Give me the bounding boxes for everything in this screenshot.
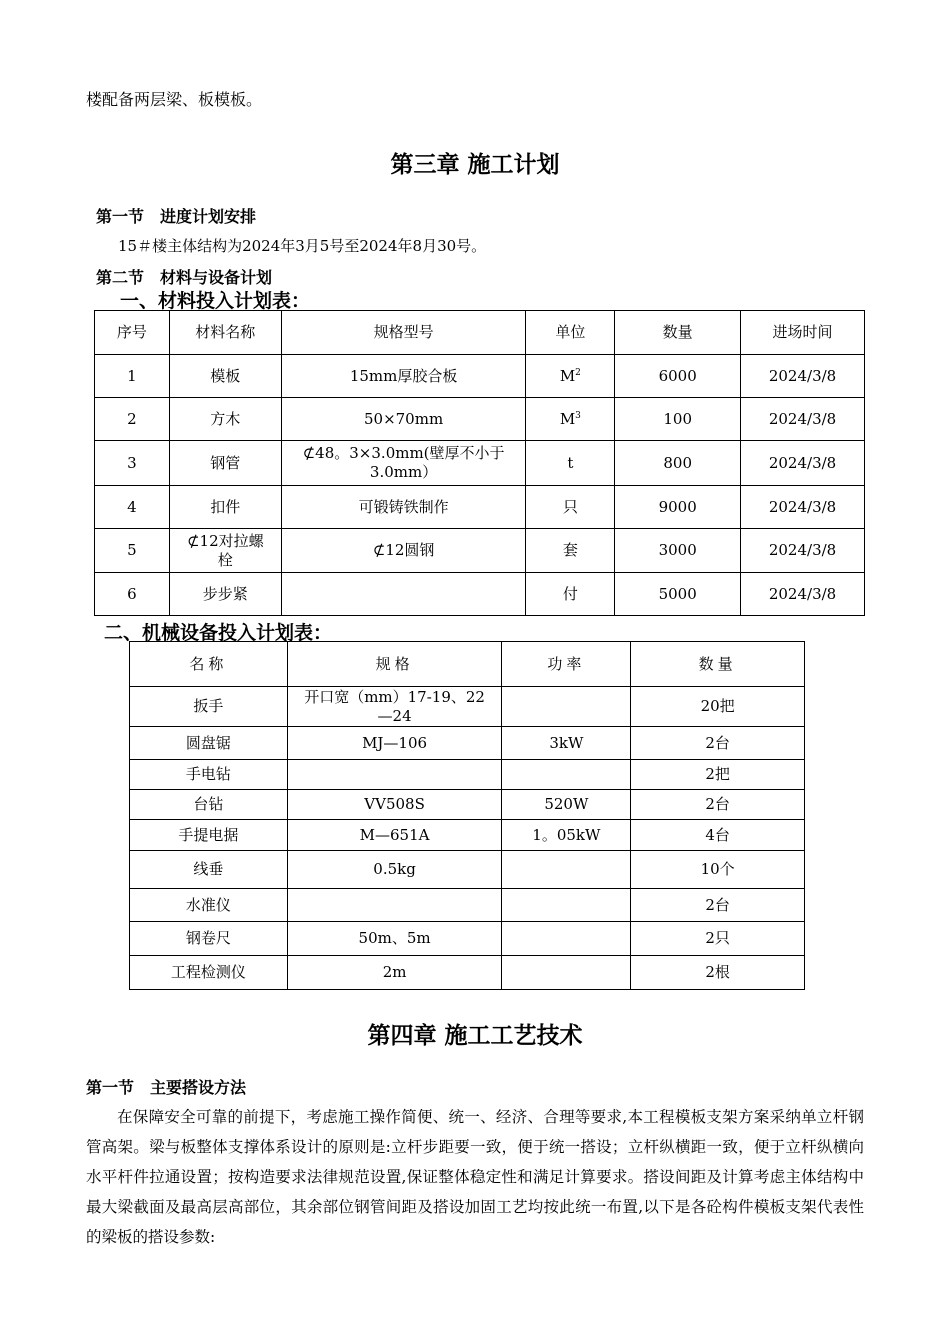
cell-name: 模板: [169, 355, 281, 398]
cell-no: 5: [95, 529, 170, 573]
cell-no: 2: [95, 398, 170, 441]
cell-unit: [526, 486, 615, 529]
method-paragraph: 在保障安全可靠的前提下，考虑施工操作简便、统一、经济、合理等要求,本工程模板支架方案采纳单立杆钢管高架。梁与板整体支撑体系设计的原则是:立杆步距要一致，便于统一搭设；立杆纵横距一致，便于立杆纵横向水平杆件拉通设置；按构造要求法律规范设置,保证整体稳定性和满足计算要求。搭设间距及计算考虑主体结构中最大梁截面及最高层高部位，其余部位钢管间距及搭设加固工艺均按此统一布置,以下是各砼构件模板支架代表性的梁板的搭设参数:: [86, 1108, 864, 1246]
intro-line: 楼配备两层梁、板模板。: [86, 90, 263, 109]
cell-spec: 0.5kg: [287, 851, 502, 889]
table-row: [130, 889, 805, 922]
cell-name: 钢卷尺: [130, 922, 288, 956]
equipment-header-spec: 规格: [287, 642, 502, 687]
cell-unit: [526, 441, 615, 486]
cell-name: 扳手: [130, 687, 288, 727]
cell-qty: 2台: [631, 790, 805, 820]
equipment-header-name: 名称: [130, 642, 288, 687]
materials-header-qty: 数量: [615, 311, 741, 355]
unit-superscript: 3: [575, 410, 581, 421]
cell-spec: [287, 760, 502, 790]
cell-name: 线垂: [130, 851, 288, 889]
cell-power: 1。05kW: [502, 820, 631, 851]
materials-header-row: [95, 311, 865, 355]
cell-power: 3kW: [502, 727, 631, 760]
cell-qty: 2只: [631, 922, 805, 956]
unit-text: M: [559, 366, 576, 385]
cell-qty: 6000: [615, 355, 741, 398]
chapter4-title: 第四章 施工工艺技术: [367, 1023, 583, 1049]
cell-qty: 5000: [615, 573, 741, 616]
chapter3-section2-title: 第二节 材料与设备计划: [96, 268, 273, 287]
cell-spec: M—651A: [287, 820, 502, 851]
cell-power: [502, 889, 631, 922]
table-row: [130, 790, 805, 820]
cell-power: [502, 851, 631, 889]
cell-spec: [281, 573, 526, 616]
table-row: [130, 820, 805, 851]
cell-qty: 20把: [631, 687, 805, 727]
cell-no: 6: [95, 573, 170, 616]
cell-spec: 50m、5m: [287, 922, 502, 956]
table-row: [95, 573, 865, 616]
cell-date: 2024/3/8: [741, 398, 865, 441]
equipment-header-power: 功率: [502, 642, 631, 687]
chapter3-title: 第三章 施工计划: [390, 152, 560, 178]
equipment-table: [129, 641, 805, 990]
cell-spec: ⊄48。3×3.0mm(壁厚不小于3.0mm）: [281, 441, 526, 486]
unit-text: 付: [562, 584, 578, 603]
cell-qty: 2把: [631, 760, 805, 790]
cell-qty: 9000: [615, 486, 741, 529]
table-row: [95, 441, 865, 486]
cell-no: 3: [95, 441, 170, 486]
cell-spec: 15mm厚胶合板: [281, 355, 526, 398]
cell-qty: 2根: [631, 956, 805, 990]
cell-unit: [526, 355, 615, 398]
cell-qty: 10个: [631, 851, 805, 889]
cell-no: 4: [95, 486, 170, 529]
table-row: [130, 851, 805, 889]
cell-spec: 2m: [287, 956, 502, 990]
materials-table: [94, 310, 865, 616]
table-row: [130, 727, 805, 760]
unit-text: 只: [562, 497, 578, 516]
cell-qty: 100: [615, 398, 741, 441]
cell-qty: 2台: [631, 889, 805, 922]
chapter3-section1-title: 第一节 进度计划安排: [96, 207, 257, 226]
cell-power: 520W: [502, 790, 631, 820]
cell-unit: [526, 529, 615, 573]
cell-unit: [526, 398, 615, 441]
cell-date: 2024/3/8: [741, 441, 865, 486]
equipment-table-title: 二、机械设备投入计划表：: [104, 622, 333, 644]
cell-power: [502, 956, 631, 990]
cell-spec: 50×70mm: [281, 398, 526, 441]
table-row: [130, 922, 805, 956]
cell-power: [502, 922, 631, 956]
cell-qty: 800: [615, 441, 741, 486]
cell-power: [502, 687, 631, 727]
cell-name: 步步紧: [169, 573, 281, 616]
cell-name: 手电钻: [130, 760, 288, 790]
materials-header-name: 材料名称: [169, 311, 281, 355]
materials-header-date: 进场时间: [741, 311, 865, 355]
cell-name: 手提电据: [130, 820, 288, 851]
table-row: [130, 687, 805, 727]
cell-name: 工程检测仪: [130, 956, 288, 990]
cell-spec: 可锻铸铁制作: [281, 486, 526, 529]
table-row: [95, 355, 865, 398]
unit-text: M: [559, 409, 576, 428]
cell-name: 扣件: [169, 486, 281, 529]
cell-name: 方木: [169, 398, 281, 441]
unit-superscript: 2: [575, 367, 581, 378]
unit-text: t: [567, 453, 574, 472]
cell-name: 圆盘锯: [130, 727, 288, 760]
cell-no: 1: [95, 355, 170, 398]
cell-spec: MJ—106: [287, 727, 502, 760]
cell-spec: ⊄12圆钢: [281, 529, 526, 573]
schedule-text: 15＃楼主体结构为2024年3月5号至2024年8月30号。: [118, 237, 487, 255]
materials-table-title: 一、材料投入计划表：: [120, 290, 311, 312]
cell-date: 2024/3/8: [741, 573, 865, 616]
cell-name: ⊄12对拉螺栓: [169, 529, 281, 573]
table-row: [95, 398, 865, 441]
materials-header-unit: 单位: [526, 311, 615, 355]
table-row: [95, 486, 865, 529]
cell-qty: 4台: [631, 820, 805, 851]
cell-date: 2024/3/8: [741, 529, 865, 573]
cell-qty: 3000: [615, 529, 741, 573]
cell-name: 台钻: [130, 790, 288, 820]
cell-power: [502, 760, 631, 790]
equipment-header-row: [130, 642, 805, 687]
cell-qty: 2台: [631, 727, 805, 760]
cell-name: 钢管: [169, 441, 281, 486]
cell-spec: VV508S: [287, 790, 502, 820]
table-row: [130, 956, 805, 990]
cell-date: 2024/3/8: [741, 355, 865, 398]
chapter4-section1-title: 第一节 主要搭设方法: [86, 1078, 247, 1097]
equipment-header-qty: 数量: [631, 642, 805, 687]
materials-header-spec: 规格型号: [281, 311, 526, 355]
cell-spec: 开口宽（mm）17-19、22—24: [287, 687, 502, 727]
cell-name: 水准仪: [130, 889, 288, 922]
cell-spec: [287, 889, 502, 922]
cell-date: 2024/3/8: [741, 486, 865, 529]
table-row: [130, 760, 805, 790]
unit-text: 套: [562, 541, 578, 559]
cell-unit: [526, 573, 615, 616]
materials-header-no: 序号: [95, 311, 170, 355]
table-row: [95, 529, 865, 573]
